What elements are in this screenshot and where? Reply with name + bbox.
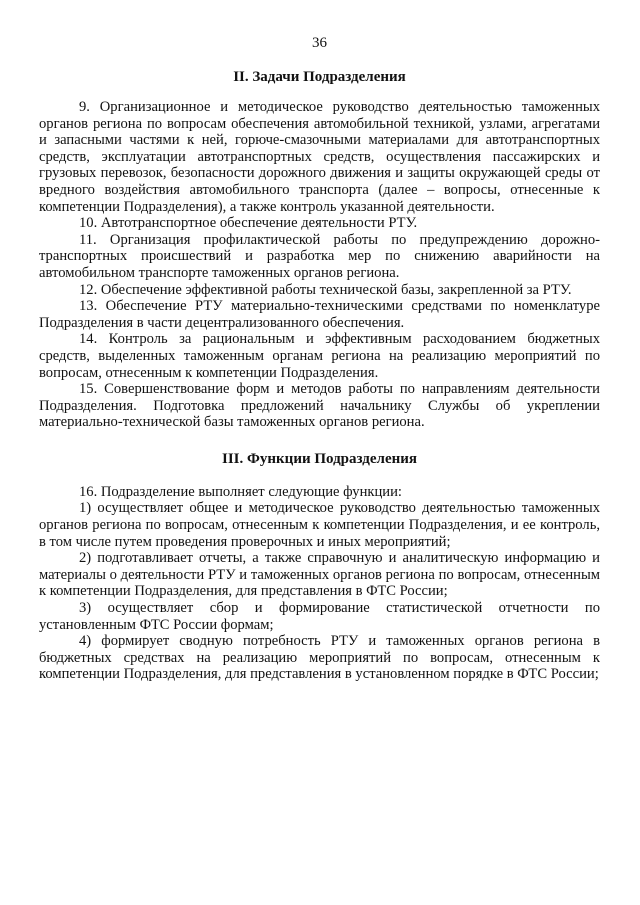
function-item-2: 2) подготавливает отчеты, а также справочную и аналитическую информацию и материалы о деятельности РТУ и таможенных органов региона по вопросам, отнесенным к компетенции Подразделения, для представления в ФТС России; xyxy=(39,550,600,600)
paragraph-16: 16. Подразделение выполняет следующие функции: xyxy=(79,483,402,500)
section-2-body xyxy=(39,99,600,431)
document-page xyxy=(39,34,600,683)
paragraph-13: 13. Обеспечение РТУ материально-техническими средствами по номенклатуре Подразделения в части децентрализованного обеспечения. xyxy=(39,298,600,331)
paragraph-11: 11. Организация профилактической работы по предупреждению дорожно-транспортных происшествий и разработка мер по снижению аварийности на автомобильном транспорте таможенных органов региона. xyxy=(39,231,600,281)
section-3-body xyxy=(39,484,600,683)
section-2-heading: II. Задачи Подразделения xyxy=(233,69,406,85)
paragraph-15: 15. Совершенствование форм и методов работы по направлениям деятельности Подразделения. Подготовка предложений начальнику Службы об укреплении материально-технической базы таможенных органов региона. xyxy=(39,381,600,431)
function-item-4: 4) формирует сводную потребность РТУ и таможенных органов региона в бюджетных средствах на реализацию мероприятий по вопросам, отнесенным к компетенции Подразделения, для представления в установленном порядке в ФТС России; xyxy=(39,633,600,683)
paragraph-9: 9. Организационное и методическое руководство деятельностью таможенных органов региона по вопросам обеспечения автомобильной техникой, узлами, агрегатами и запасными частями к ней, горюче-смазочными материалами для автотранспортных средств, эксплуатации автотранспортных средств, осуществления пассажирских и грузовых перевозок, безопасности дорожного движения и защиты окружающей среды от вредного воздействия автомобильного транспорта (далее – вопросы, отнесенные к компетенции Подразделения), а также контроль указанной деятельности. xyxy=(39,99,600,215)
paragraph-12: 12. Обеспечение эффективной работы технической базы, закрепленной за РТУ. xyxy=(79,281,572,298)
paragraph-14: 14. Контроль за рациональным и эффективным расходованием бюджетных средств, выделенных таможенным органам региона на реализацию мероприятий по вопросам, отнесенным к компетенции Подразделения. xyxy=(39,331,600,381)
paragraph-10: 10. Автотранспортное обеспечение деятельности РТУ. xyxy=(79,215,418,232)
function-item-1: 1) осуществляет общее и методическое руководство деятельностью таможенных органов региона по вопросам, отнесенным к компетенции Подразделения, и ее контроль, в том числе путем проведения проверочных и иных мероприятий; xyxy=(39,500,600,550)
page-number: 36 xyxy=(312,35,327,51)
function-item-3: 3) осуществляет сбор и формирование статистической отчетности по установленным ФТС России формам; xyxy=(39,600,600,633)
section-3-heading: III. Функции Подразделения xyxy=(222,450,417,467)
